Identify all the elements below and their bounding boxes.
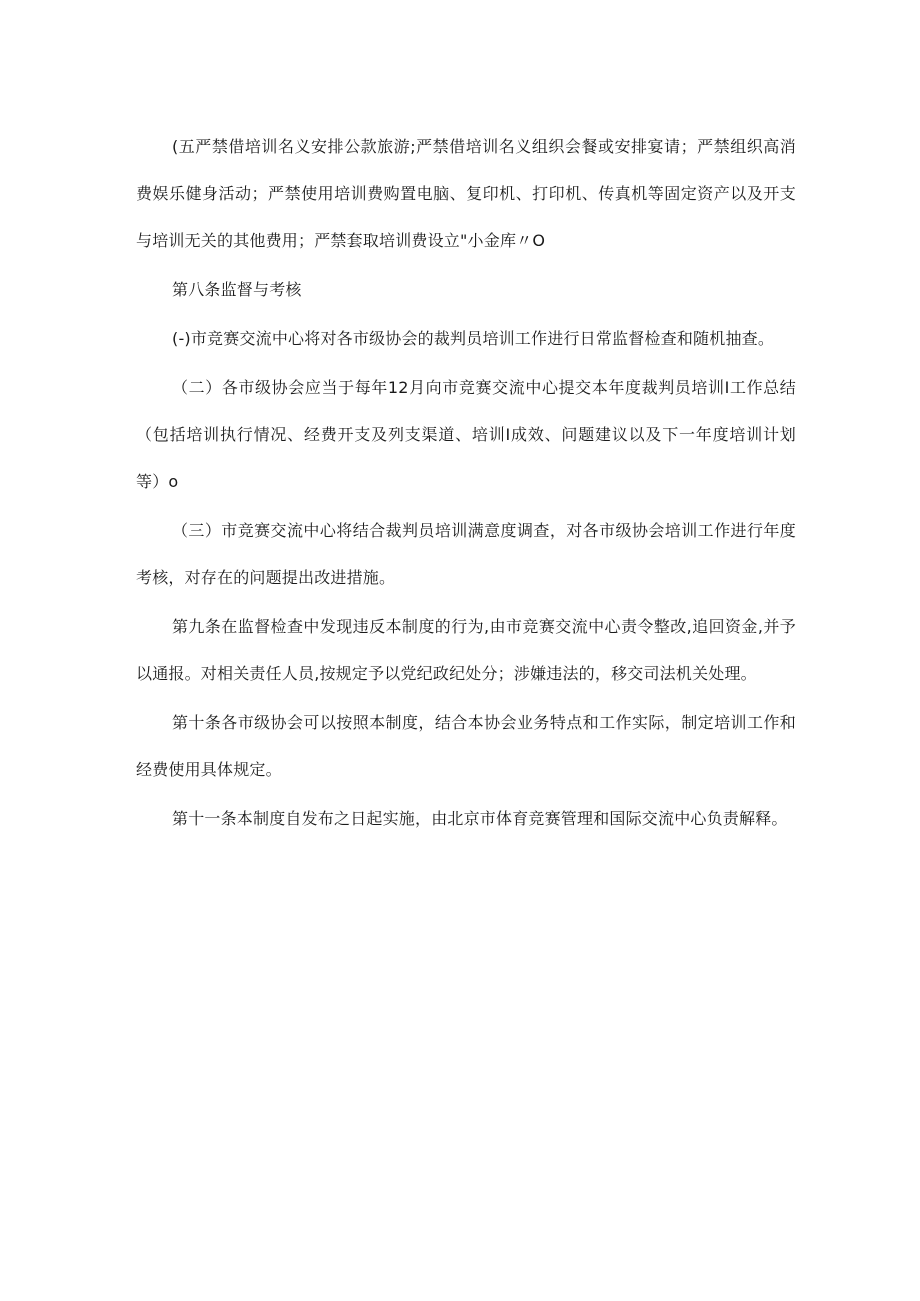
paragraph-supervision-2: （二）各市级协会应当于每年12月向市竞赛交流中心提交本年度裁判员培训I工作总结（包括培训执行情况、经费开支及列支渠道、培训I成效、问题建议以及下一年度培训计划等）o: [136, 378, 796, 491]
document-body: [136, 123, 796, 842]
article-11-paragraph: 第十一条本制度自发布之日起实施，由北京市体育竞赛管理和国际交流中心负责解释。: [172, 809, 788, 828]
paragraph-supervision-1: (-)市竞赛交流中心将对各市级协会的裁判员培训工作进行日常监督检查和随机抽查。: [172, 329, 775, 348]
article-8-heading: 第八条监督与考核: [172, 280, 302, 299]
article-9-paragraph: 第九条在监督检查中发现违反本制度的行为,由市竞赛交流中心责令整改,追回资金,并予以通报。对相关责任人员,按规定予以党纪政纪处分；涉嫌违法的，移交司法机关处理。: [136, 617, 796, 683]
paragraph-supervision-3: （三）市竞赛交流中心将结合裁判员培训满意度调查，对各市级协会培训工作进行年度考核，对存在的问题提出改进措施。: [136, 521, 796, 587]
article-10-paragraph: 第十条各市级协会可以按照本制度，结合本协会业务特点和工作实际，制定培训工作和经费使用具体规定。: [136, 713, 796, 779]
paragraph-item-5-prohibitions: (五严禁借培训名义安排公款旅游;严禁借培训名义组织会餐或安排宴请；严禁组织高消费娱乐健身活动；严禁使用培训费购置电脑、复印机、打印机、传真机等固定资产以及开支与培训无关的其他费用；严禁套取培训费设立"小金库〃O: [136, 137, 796, 250]
